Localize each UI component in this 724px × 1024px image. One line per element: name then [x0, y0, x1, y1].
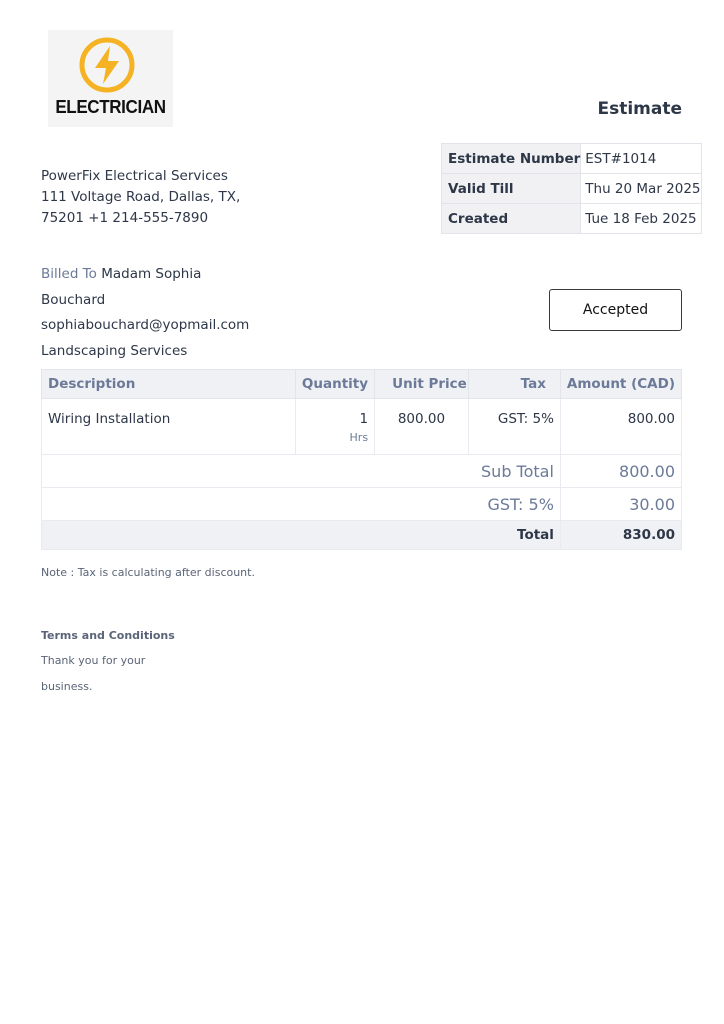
header-quantity: Quantity [295, 370, 374, 399]
header-tax: Tax [468, 370, 560, 399]
table-header-row [42, 370, 682, 399]
total-label: Total [42, 521, 561, 550]
meta-label: Created [442, 204, 581, 234]
valid-till-date: Thu 20 Mar 2025 [581, 174, 701, 204]
company-info [41, 166, 261, 229]
line-items-table [41, 369, 682, 550]
terms-title: Terms and Conditions [41, 629, 175, 642]
item-unit: Hrs [349, 431, 369, 444]
meta-row [442, 204, 702, 234]
item-quantity: 1 [359, 411, 369, 427]
lightning-bolt-icon [78, 36, 136, 94]
estimate-meta-table [441, 143, 702, 234]
item-amount: 800.00 [560, 399, 681, 455]
meta-label: Estimate Number [442, 144, 581, 174]
billed-to-label: Billed To [41, 266, 97, 282]
subtotal-row [42, 455, 682, 488]
terms-line: Thank you for your [41, 654, 146, 667]
header-amount: Amount (CAD) [560, 370, 681, 399]
logo-text: ELECTRICIAN [55, 96, 166, 117]
document-title: Estimate [597, 99, 682, 119]
client-company: Landscaping Services [41, 342, 188, 359]
tax-summary-label: GST: 5% [42, 488, 561, 521]
item-tax: GST: 5% [468, 399, 560, 455]
estimate-number: EST#1014 [581, 144, 701, 174]
terms-line: business. [41, 679, 93, 693]
status-badge[interactable]: Accepted [549, 289, 682, 331]
company-logo [48, 30, 173, 127]
company-address-line1: 111 Voltage Road, Dallas, TX, [41, 189, 241, 205]
tax-note: Note : Tax is calculating after discount. [41, 566, 255, 579]
table-row [42, 399, 682, 455]
item-unit-price: 800.00 [375, 399, 469, 455]
meta-row [442, 174, 702, 204]
client-name-part2: Bouchard [41, 291, 106, 308]
client-name-part1: Madam Sophia [101, 266, 202, 282]
tax-summary-value: 30.00 [560, 488, 681, 521]
company-name: PowerFix Electrical Services [41, 168, 228, 184]
client-email: sophiabouchard@yopmail.com [41, 317, 250, 333]
created-date: Tue 18 Feb 2025 [581, 204, 701, 234]
item-description: Wiring Installation [42, 399, 296, 455]
subtotal-value: 800.00 [560, 455, 681, 488]
tax-row [42, 488, 682, 521]
item-quantity-cell [295, 399, 374, 455]
header-unit-price: Unit Price [375, 370, 469, 399]
company-address-line2: 75201 +1 214-555-7890 [41, 210, 209, 226]
total-value: 830.00 [560, 521, 681, 550]
subtotal-label: Sub Total [42, 455, 561, 488]
header-description: Description [42, 370, 296, 399]
terms-body [41, 648, 171, 699]
billed-to-block [41, 262, 271, 364]
meta-label: Valid Till [442, 174, 581, 204]
total-row [42, 521, 682, 550]
meta-row [442, 144, 702, 174]
